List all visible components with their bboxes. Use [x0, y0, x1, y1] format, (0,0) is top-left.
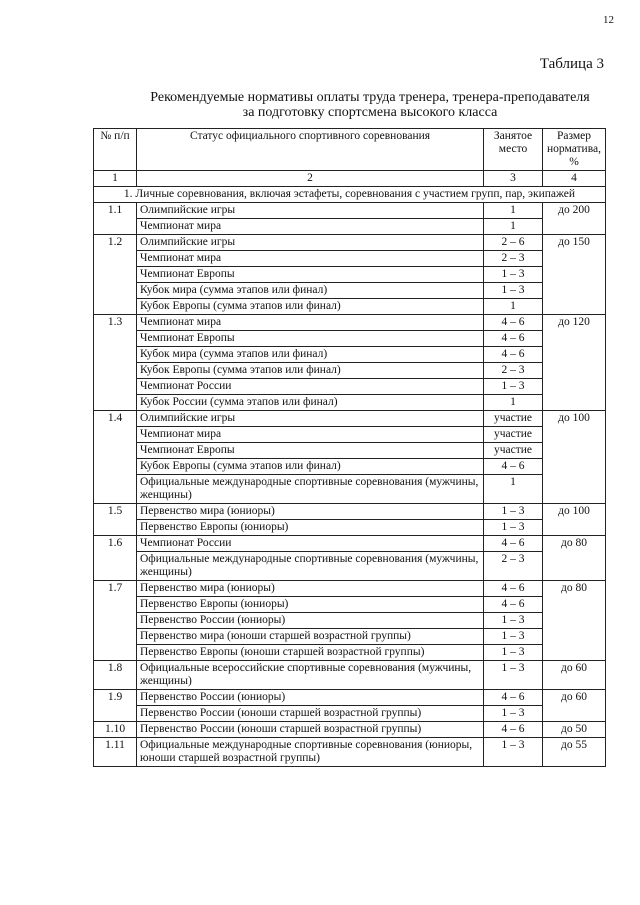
- place-taken: 4 – 6: [484, 581, 543, 597]
- section-row: [94, 187, 606, 203]
- column-number: 3: [484, 171, 543, 187]
- document-title: Рекомендуемые нормативы оплаты труда тренера, тренера-преподавателя за подготовку спортсмена высокого класса: [150, 90, 590, 120]
- table-row: [94, 267, 606, 283]
- norm-size: до 150: [543, 235, 606, 315]
- column-number: 1: [94, 171, 137, 187]
- row-number: 1.3: [94, 315, 137, 411]
- place-taken: 1: [484, 219, 543, 235]
- table-row: [94, 299, 606, 315]
- table-row: [94, 395, 606, 411]
- competition-status: Официальные международные спортивные соревнования (мужчины, женщины): [137, 475, 484, 504]
- place-taken: участие: [484, 443, 543, 459]
- place-taken: 2 – 3: [484, 552, 543, 581]
- norm-size: до 100: [543, 411, 606, 504]
- table-row: [94, 536, 606, 552]
- place-taken: 2 – 3: [484, 363, 543, 379]
- header-place: Занятое место: [484, 129, 543, 171]
- table-row: [94, 690, 606, 706]
- row-number: 1.10: [94, 722, 137, 738]
- place-taken: 4 – 6: [484, 722, 543, 738]
- table-row: [94, 722, 606, 738]
- place-taken: 1 – 3: [484, 283, 543, 299]
- competition-status: Чемпионат мира: [137, 251, 484, 267]
- norm-size: до 80: [543, 536, 606, 581]
- header-status: Статус официального спортивного соревнования: [137, 129, 484, 171]
- place-taken: 1: [484, 299, 543, 315]
- competition-status: Первенство России (юниоры): [137, 613, 484, 629]
- place-taken: 1 – 3: [484, 504, 543, 520]
- table-row: [94, 203, 606, 219]
- place-taken: 4 – 6: [484, 331, 543, 347]
- competition-status: Официальные всероссийские спортивные соревнования (мужчины, женщины): [137, 661, 484, 690]
- row-number: 1.4: [94, 411, 137, 504]
- table-row: [94, 219, 606, 235]
- table-row: [94, 645, 606, 661]
- table-row: [94, 613, 606, 629]
- table-row: [94, 315, 606, 331]
- place-taken: 4 – 6: [484, 459, 543, 475]
- competition-status: Кубок Европы (сумма этапов или финал): [137, 363, 484, 379]
- header-norm: Размер норматива, %: [543, 129, 606, 171]
- competition-status: Первенство мира (юниоры): [137, 581, 484, 597]
- competition-status: Первенство Европы (юниоры): [137, 520, 484, 536]
- table-body: [94, 187, 606, 767]
- table-row: [94, 379, 606, 395]
- competition-status: Чемпионат Европы: [137, 267, 484, 283]
- competition-status: Чемпионат Европы: [137, 331, 484, 347]
- header-row: [94, 129, 606, 171]
- competition-status: Первенство Европы (юниоры): [137, 597, 484, 613]
- place-taken: 1 – 3: [484, 661, 543, 690]
- table-row: [94, 443, 606, 459]
- table-row: [94, 411, 606, 427]
- competition-status: Первенство России (юниоры): [137, 690, 484, 706]
- table-row: [94, 597, 606, 613]
- table-row: [94, 520, 606, 536]
- row-number: 1.2: [94, 235, 137, 315]
- place-taken: 1 – 3: [484, 629, 543, 645]
- place-taken: 1 – 3: [484, 613, 543, 629]
- competition-status: Официальные международные спортивные соревнования (мужчины, женщины): [137, 552, 484, 581]
- table-row: [94, 504, 606, 520]
- competition-status: Кубок мира (сумма этапов или финал): [137, 347, 484, 363]
- competition-status: Чемпионат мира: [137, 219, 484, 235]
- competition-status: Официальные международные спортивные соревнования (юниоры, юноши старшей возрастной группы): [137, 738, 484, 767]
- table-row: [94, 629, 606, 645]
- table-row: [94, 251, 606, 267]
- competition-status: Первенство России (юноши старшей возрастной группы): [137, 706, 484, 722]
- place-taken: 1 – 3: [484, 520, 543, 536]
- norm-size: до 60: [543, 661, 606, 690]
- table-row: [94, 363, 606, 379]
- competition-status: Первенство Европы (юноши старшей возрастной группы): [137, 645, 484, 661]
- table-row: [94, 475, 606, 504]
- norm-size: до 80: [543, 581, 606, 661]
- norm-size: до 100: [543, 504, 606, 536]
- norm-size: до 60: [543, 690, 606, 722]
- competition-status: Первенство России (юноши старшей возрастной группы): [137, 722, 484, 738]
- competition-status: Кубок мира (сумма этапов или финал): [137, 283, 484, 299]
- place-taken: 1 – 3: [484, 706, 543, 722]
- table-row: [94, 235, 606, 251]
- row-number: 1.1: [94, 203, 137, 235]
- competition-status: Кубок Европы (сумма этапов или финал): [137, 459, 484, 475]
- competition-status: Чемпионат Европы: [137, 443, 484, 459]
- place-taken: 4 – 6: [484, 347, 543, 363]
- norm-size: до 200: [543, 203, 606, 235]
- table-row: [94, 283, 606, 299]
- page-number: 12: [603, 14, 614, 26]
- table-row: [94, 661, 606, 690]
- place-taken: 1: [484, 395, 543, 411]
- table-row: [94, 459, 606, 475]
- competition-status: Олимпийские игры: [137, 235, 484, 251]
- column-number: 2: [137, 171, 484, 187]
- place-taken: 1 – 3: [484, 267, 543, 283]
- table-row: [94, 427, 606, 443]
- competition-status: Кубок Европы (сумма этапов или финал): [137, 299, 484, 315]
- place-taken: 2 – 6: [484, 235, 543, 251]
- column-number: 4: [543, 171, 606, 187]
- competition-status: Чемпионат России: [137, 536, 484, 552]
- row-number: 1.7: [94, 581, 137, 661]
- competition-status: Чемпионат мира: [137, 315, 484, 331]
- competition-status: Первенство мира (юноши старшей возрастной группы): [137, 629, 484, 645]
- place-taken: 4 – 6: [484, 690, 543, 706]
- competition-status: Первенство мира (юниоры): [137, 504, 484, 520]
- competition-status: Чемпионат мира: [137, 427, 484, 443]
- place-taken: участие: [484, 427, 543, 443]
- header-num: № п/п: [94, 129, 137, 171]
- place-taken: 1 – 3: [484, 738, 543, 767]
- column-number-row: [94, 171, 606, 187]
- norm-size: до 120: [543, 315, 606, 411]
- table-row: [94, 347, 606, 363]
- place-taken: 1 – 3: [484, 379, 543, 395]
- place-taken: 1 – 3: [484, 645, 543, 661]
- competition-status: Чемпионат России: [137, 379, 484, 395]
- table-row: [94, 581, 606, 597]
- table-row: [94, 706, 606, 722]
- table-label: Таблица 3: [539, 56, 604, 72]
- table-row: [94, 552, 606, 581]
- place-taken: 1: [484, 203, 543, 219]
- norm-size: до 50: [543, 722, 606, 738]
- section-title: 1. Личные соревнования, включая эстафеты, соревнования с участием групп, пар, экипажей: [94, 187, 606, 203]
- row-number: 1.6: [94, 536, 137, 581]
- competition-status: Кубок России (сумма этапов или финал): [137, 395, 484, 411]
- place-taken: 2 – 3: [484, 251, 543, 267]
- place-taken: 4 – 6: [484, 597, 543, 613]
- place-taken: 4 – 6: [484, 315, 543, 331]
- place-taken: 4 – 6: [484, 536, 543, 552]
- competition-status: Олимпийские игры: [137, 203, 484, 219]
- row-number: 1.5: [94, 504, 137, 536]
- row-number: 1.9: [94, 690, 137, 722]
- norm-size: до 55: [543, 738, 606, 767]
- row-number: 1.8: [94, 661, 137, 690]
- norms-table: [93, 128, 606, 767]
- table-row: [94, 738, 606, 767]
- row-number: 1.11: [94, 738, 137, 767]
- table-row: [94, 331, 606, 347]
- competition-status: Олимпийские игры: [137, 411, 484, 427]
- place-taken: участие: [484, 411, 543, 427]
- place-taken: 1: [484, 475, 543, 504]
